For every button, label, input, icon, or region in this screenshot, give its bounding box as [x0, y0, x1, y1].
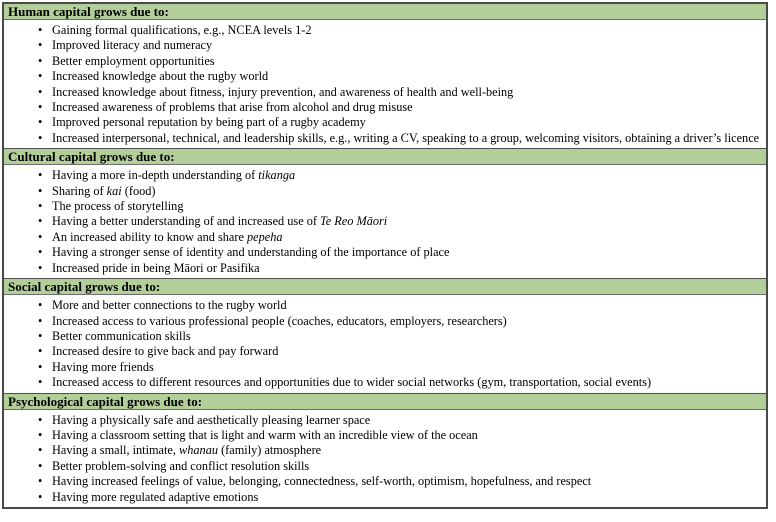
- bullet-item: • Gaining formal qualifications, e.g., NCEA levels 1-2: [4, 23, 760, 38]
- table-section: [4, 278, 766, 392]
- bullet-item: • Increased desire to give back and pay forward: [4, 344, 760, 359]
- bullet-item: • Having more regulated adaptive emotions: [4, 490, 760, 505]
- bullet-item: • Increased knowledge about fitness, injury prevention, and awareness of health and well-being: [4, 85, 760, 100]
- table-section: [4, 148, 766, 278]
- section-header: Psychological capital grows due to:: [4, 393, 766, 410]
- bullet-item: • Better problem-solving and conflict resolution skills: [4, 459, 760, 474]
- bullet-item: • Increased awareness of problems that arise from alcohol and drug misuse: [4, 100, 760, 115]
- bullet-item: • Increased access to various professional people (coaches, educators, employers, researchers): [4, 314, 760, 329]
- bullet-item: • Having increased feelings of value, belonging, connectedness, self-worth, optimism, hopefulness, and respect: [4, 474, 760, 489]
- bullet-item: • Improved personal reputation by being part of a rugby academy: [4, 115, 760, 130]
- bullet-item: • Improved literacy and numeracy: [4, 38, 760, 53]
- table-section: [4, 4, 766, 148]
- section-bullet-list: [4, 165, 766, 278]
- bullet-item: • Having a classroom setting that is light and warm with an incredible view of the ocean: [4, 428, 760, 443]
- bullet-item: • Having a stronger sense of identity and understanding of the importance of place: [4, 245, 760, 260]
- bullet-item: • Increased interpersonal, technical, and leadership skills, e.g., writing a CV, speaking to a group, welcoming visitors, obtaining a driver’s licence: [4, 131, 760, 146]
- section-bullet-list: [4, 295, 766, 392]
- section-header: Human capital grows due to:: [4, 4, 766, 20]
- bullet-item: • The process of storytelling: [4, 199, 760, 214]
- section-header: Cultural capital grows due to:: [4, 148, 766, 165]
- section-bullet-list: [4, 20, 766, 148]
- bullet-item: • Increased pride in being Māori or Pasifika: [4, 261, 760, 276]
- bullet-item: • An increased ability to know and share pepeha: [4, 230, 760, 245]
- bullet-item: • Having a better understanding of and increased use of Te Reo Māori: [4, 214, 760, 229]
- bullet-item: • Increased access to different resources and opportunities due to wider social networks (gym, transportation, social events): [4, 375, 760, 390]
- bullet-item: • Having more friends: [4, 360, 760, 375]
- bullet-item: • More and better connections to the rugby world: [4, 298, 760, 313]
- bullet-item: • Having a small, intimate, whanau (family) atmosphere: [4, 443, 760, 458]
- section-bullet-list: [4, 410, 766, 507]
- bullet-item: • Having a physically safe and aesthetically pleasing learner space: [4, 413, 760, 428]
- bullet-item: • Having a more in-depth understanding of tikanga: [4, 168, 760, 183]
- bullet-item: • Better employment opportunities: [4, 54, 760, 69]
- bullet-item: • Sharing of kai (food): [4, 184, 760, 199]
- bullet-item: • Better communication skills: [4, 329, 760, 344]
- bullet-item: • Increased knowledge about the rugby world: [4, 69, 760, 84]
- capital-growth-table: [2, 2, 768, 509]
- section-header: Social capital grows due to:: [4, 278, 766, 295]
- table-section: [4, 393, 766, 507]
